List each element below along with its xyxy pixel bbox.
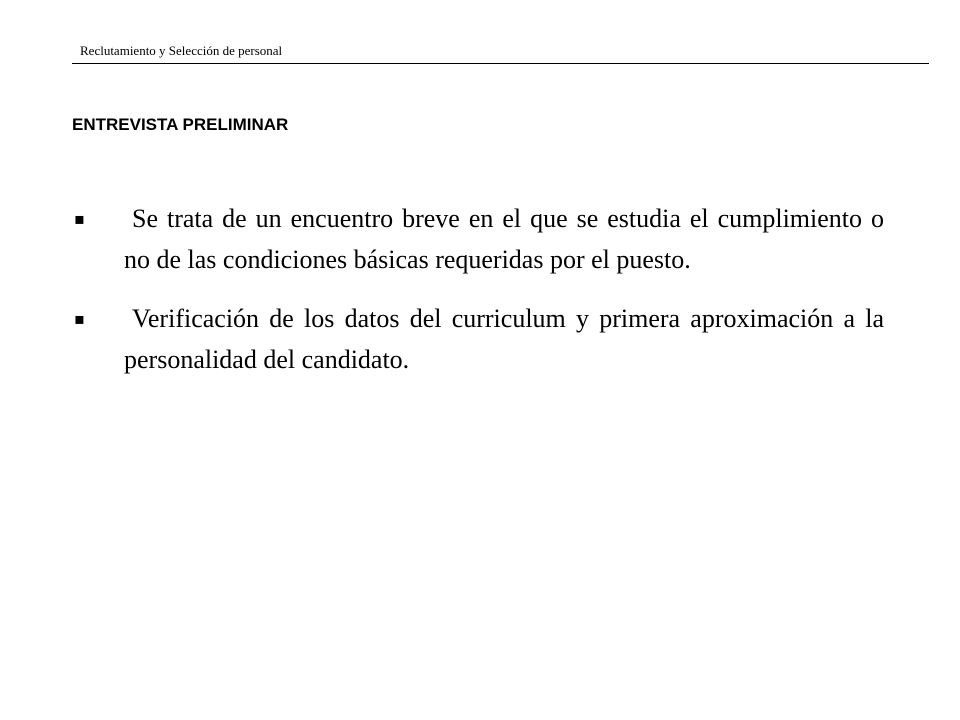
slide-title: ENTREVISTA PRELIMINAR — [72, 115, 289, 134]
bullet-item-1 — [72, 198, 884, 280]
bullet-list — [72, 198, 884, 380]
header-divider — [72, 63, 929, 64]
square-bullet-icon: ▪ — [74, 309, 85, 328]
bullet-text-2: Verificación de los datos del curriculum y primera aproximación a la personalidad del candidato. — [124, 304, 884, 374]
bullet-text-1: Se trata de un encuentro breve en el que se estudia el cumplimiento o no de las condiciones básicas requeridas por el puesto. — [124, 204, 884, 274]
square-bullet-icon: ▪ — [74, 209, 85, 228]
bullet-item-2 — [72, 298, 884, 380]
header-title: Reclutamiento y Selección de personal — [80, 43, 283, 58]
